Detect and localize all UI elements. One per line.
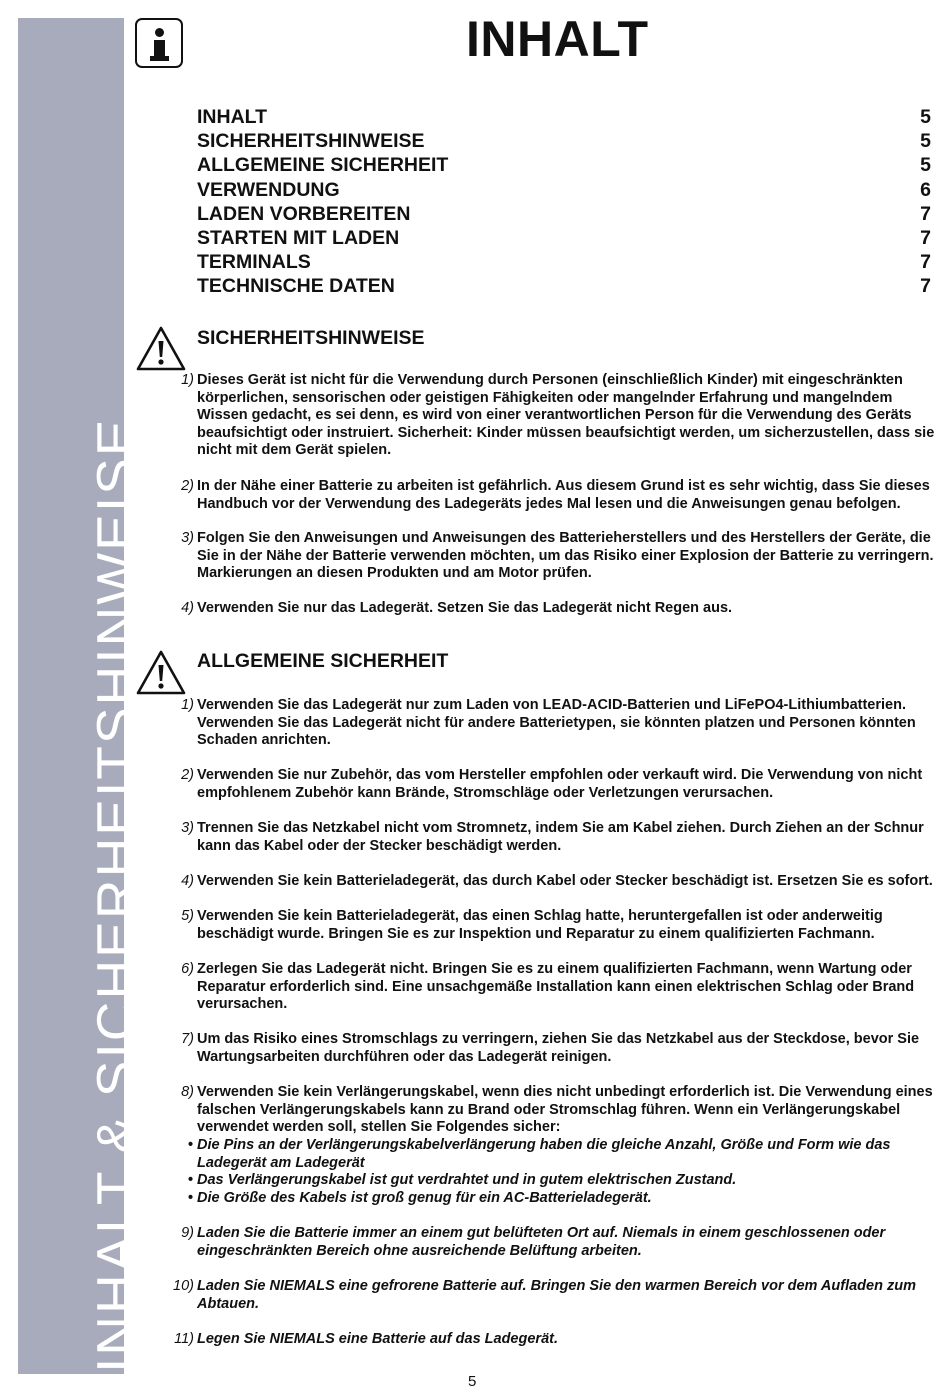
item-number: 2) xyxy=(181,767,194,783)
general-item xyxy=(181,1225,939,1260)
item-text: Verwenden Sie nur Zubehör, das vom Hersteller empfohlen oder verkauft wird. Die Verwendung von nicht empfohlenem Zubehör kann Brände, Stromschläge oder Verletzungen verursachen. xyxy=(197,767,923,801)
item-text: Trennen Sie das Netzkabel nicht vom Stromnetz, indem Sie am Kabel ziehen. Durch Ziehen an der Schnur kann das Kabel oder der Stecker beschädigt werden. xyxy=(197,820,924,854)
item-text: In der Nähe einer Batterie zu arbeiten ist gefährlich. Aus diesem Grund ist es sehr wichtig, dass Sie dieses Handbuch vor der Verwendung des Ladegeräts jedes Mal lesen und die Anweisungen genau befolgen. xyxy=(197,478,930,512)
bullet-text: Die Größe des Kabels ist groß genug für ein AC-Batterieladegerät. xyxy=(197,1189,652,1206)
toc-label: VERWENDUNG xyxy=(197,178,340,201)
table-of-contents xyxy=(197,105,933,299)
toc-label: ALLGEMEINE SICHERHEIT xyxy=(197,154,449,177)
toc-row xyxy=(197,226,933,250)
item-number: 5) xyxy=(181,908,194,924)
toc-row xyxy=(197,202,933,226)
sidebar-title: INHALT & SICHERHEITSHINWEISE xyxy=(85,417,147,1373)
general-item xyxy=(174,1331,939,1349)
page-number: 5 xyxy=(468,1373,477,1390)
toc-row xyxy=(197,105,933,129)
item-number: 2) xyxy=(181,478,194,494)
toc-row xyxy=(197,129,933,153)
sidebar-band xyxy=(18,18,147,1374)
item-number: 9) xyxy=(181,1225,194,1241)
toc-page: 7 xyxy=(920,275,931,298)
general-item xyxy=(173,1278,939,1313)
safety-item xyxy=(181,478,939,513)
toc-row xyxy=(197,250,933,274)
item-number: 11) xyxy=(174,1331,194,1347)
item-text: Laden Sie NIEMALS eine gefrorene Batterie auf. Bringen Sie den warmen Bereich vor dem Aufladen zum Abtauen. xyxy=(197,1278,916,1312)
item-text: Verwenden Sie kein Batterieladegerät, das durch Kabel oder Stecker beschädigt ist. Ersetzen Sie es sofort. xyxy=(197,873,933,889)
section-heading-general: ALLGEMEINE SICHERHEIT xyxy=(197,650,449,672)
item-number: 4) xyxy=(181,600,194,616)
toc-label: TERMINALS xyxy=(197,251,311,274)
list-item: • Die Pins an der Verlängerungskabelverlängerung haben die gleiche Anzahl, Größe und Form wie das Ladegerät am Ladegerät xyxy=(188,1137,891,1171)
item-number: 4) xyxy=(181,873,194,889)
list-item: • Das Verlängerungskabel ist gut verdrahtet und in gutem elektrischen Zustand. xyxy=(188,1172,737,1189)
toc-label: SICHERHEITSHINWEISE xyxy=(197,130,425,153)
general-item xyxy=(181,820,939,855)
toc-page: 5 xyxy=(920,106,931,128)
item-text: Dieses Gerät ist nicht für die Verwendung durch Personen (einschließlich Kinder) mit eingeschränkten körperlichen, sensorischen oder geistigen Fähigkeiten oder mangelnder Erfahrung und mangelndem Wissen gedacht, es sei denn, es wird von einer verantwortlichen Person für die Verwendung des Geräts beaufsichtigt oder instruiert. Sicherheit: Kinder müssen beaufsichtigt werden, um sicherzustellen, dass sie nicht mit dem Gerät spielen. xyxy=(197,372,935,459)
bullet-text: Die Pins an der Verlängerungskabelverlängerung haben die gleiche Anzahl, Größe und Form wie das Ladegerät am Ladegerät xyxy=(197,1137,891,1171)
item-number: 1) xyxy=(181,697,194,713)
safety-item xyxy=(181,372,939,460)
item-text: Um das Risiko eines Stromschlags zu verringern, ziehen Sie das Netzkabel aus der Steckdose, bevor Sie Wartungsarbeiten durchführen oder das Ladegerät reinigen. xyxy=(197,1031,920,1065)
general-item xyxy=(181,697,939,750)
extension-cord-checklist xyxy=(188,1137,938,1207)
warning-triangle-icon xyxy=(136,650,186,696)
toc-page: 5 xyxy=(920,154,931,177)
item-text: Zerlegen Sie das Ladegerät nicht. Bringen Sie es zu einem qualifizierten Fachmann, wenn Wartung oder Reparatur erforderlich sind. Eine unsachgemäße Installation kann einen elektrischen Schlag oder Brand verursachen. xyxy=(197,961,915,1013)
page-title: INHALT xyxy=(466,11,649,67)
item-text: Legen Sie NIEMALS eine Batterie auf das Ladegerät. xyxy=(197,1331,558,1347)
toc-label: INHALT xyxy=(197,106,268,128)
warning-triangle-icon xyxy=(136,326,186,372)
bullet-text: Das Verlängerungskabel ist gut verdrahtet und in gutem elektrischen Zustand. xyxy=(197,1172,737,1189)
item-number: 10) xyxy=(173,1278,194,1294)
general-item xyxy=(181,767,939,802)
toc-label: LADEN VORBEREITEN xyxy=(197,202,411,225)
safety-item xyxy=(181,530,939,583)
item-number: 7) xyxy=(181,1031,194,1047)
item-text: Verwenden Sie kein Batterieladegerät, das einen Schlag hatte, heruntergefallen ist oder anderweitig beschädigt wurde. Bringen Sie es zur Inspektion und Reparatur zu einem qualifizierten Fachmann. xyxy=(197,908,883,942)
info-icon xyxy=(135,18,183,68)
general-item xyxy=(181,1031,939,1066)
general-item xyxy=(181,873,939,891)
item-text: Laden Sie die Batterie immer an einem gut belüfteten Ort auf. Niemals in einem geschlossenen oder eingeschränkten Bereich ohne ausreichende Belüftung arbeiten. xyxy=(197,1225,886,1259)
toc-row xyxy=(197,274,933,298)
safety-item xyxy=(181,600,939,618)
toc-row xyxy=(197,178,933,202)
toc-page: 7 xyxy=(920,202,931,225)
general-item xyxy=(181,961,939,1014)
item-number: 3) xyxy=(181,820,194,836)
toc-page: 5 xyxy=(920,130,931,153)
toc-label: STARTEN MIT LADEN xyxy=(197,226,400,249)
item-text: Verwenden Sie das Ladegerät nur zum Laden von LEAD-ACID-Batterien und LiFePO4-Lithiumbatterien. Verwenden Sie das Ladegerät nicht für andere Batterietypen, sie könnten platzen und Personen könnten Schaden anrichten. xyxy=(197,697,916,749)
toc-row xyxy=(197,153,933,177)
item-number: 8) xyxy=(181,1084,194,1100)
toc-label: TECHNISCHE DATEN xyxy=(197,275,395,298)
general-item xyxy=(181,908,939,943)
item-text: Folgen Sie den Anweisungen und Anweisungen des Batterieherstellers und des Herstellers der Geräte, die Sie in der Nähe der Batterie verwenden möchten, um das Risiko einer Explosion der Batterie zu verringern. Markierungen an diesen Produkten und am Motor prüfen. xyxy=(197,530,934,582)
item-number: 6) xyxy=(181,961,194,977)
item-text: Verwenden Sie nur das Ladegerät. Setzen Sie das Ladegerät nicht Regen aus. xyxy=(197,600,733,616)
list-item: • Die Größe des Kabels ist groß genug für ein AC-Batterieladegerät. xyxy=(188,1189,652,1206)
toc-page: 7 xyxy=(920,226,931,249)
general-item xyxy=(181,1084,939,1137)
toc-page: 6 xyxy=(920,178,931,201)
section-heading-safety: SICHERHEITSHINWEISE xyxy=(197,327,425,349)
item-text: Verwenden Sie kein Verlängerungskabel, wenn dies nicht unbedingt erforderlich ist. Die Verwendung eines falschen Verlängerungskabels kann zu Brand oder Stromschlag führen. Wenn ein Verlängerungskabel verwendet werden soll, stellen Sie Folgendes sicher: xyxy=(197,1084,933,1136)
item-number: 1) xyxy=(181,372,194,388)
toc-page: 7 xyxy=(920,251,931,274)
item-number: 3) xyxy=(181,530,194,546)
